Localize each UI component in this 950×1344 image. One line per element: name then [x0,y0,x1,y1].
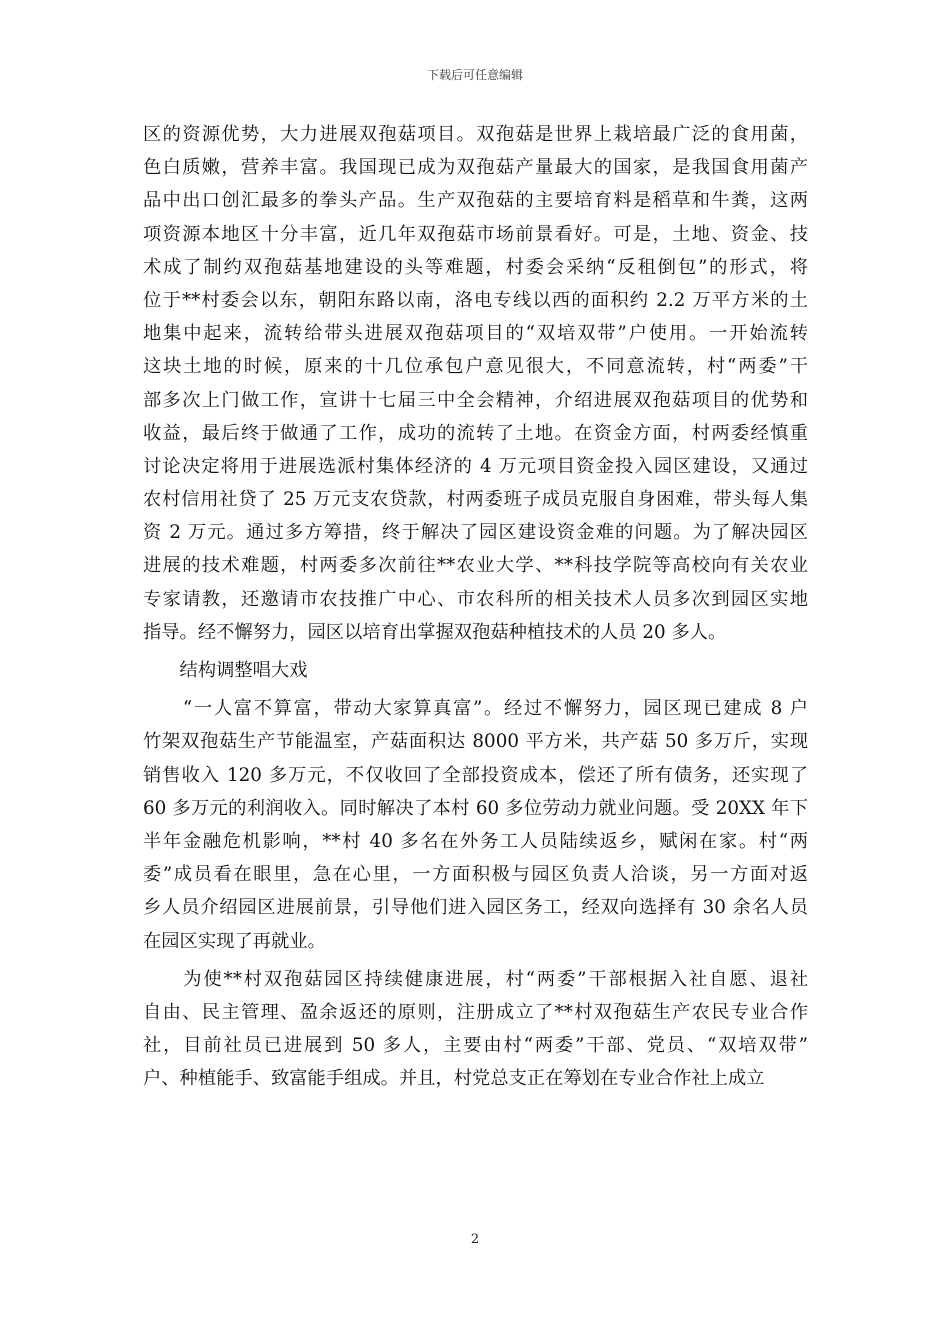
text-line: 资 2 万元。通过多方筹措，终于解决了园区建设资金难的问题。为了解决园区 [143,522,808,544]
text-line: 半年金融危机影响，**村 40 多名在外务工人员陆续返乡，赋闲在家。村“两 [143,830,808,852]
paragraph [143,654,808,687]
text-line: 结构调整唱大戏 [143,660,308,681]
page-number: 2 [470,1232,480,1247]
text-line: 乡人员介绍园区进展前景，引导他们进入园区务工，经双向选择有 30 余名人员 [143,897,808,919]
text-line: “一人富不算富，带动大家算真富”。经过不懈努力，园区现已建成 8 户 [143,698,808,720]
document-body [143,118,808,1095]
paragraph [143,692,808,958]
page-header: 下载后可任意编辑 [426,68,523,82]
text-line: 进展的技术难题，村两委多次前往**农业大学、**科技学院等高校向有关农业 [143,555,808,577]
text-line: 60 多万元的利润收入。同时解决了本村 60 多位劳动力就业问题。受 20XX 年下 [143,797,808,819]
text-line: 收益，最后终于做通了工作，成功的流转了土地。在资金方面，村两委经慎重 [143,422,808,444]
text-line: 户、种植能手、致富能手组成。并且，村党总支正在筹划在专业合作社上成立 [143,1068,765,1090]
text-line: 地集中起来，流转给带头进展双孢菇项目的“双培双带”户使用。一开始流转 [143,323,808,345]
text-line: 专家请教，还邀请市农技推广中心、市农科所的相关技术人员多次到园区实地 [143,588,808,610]
text-line: 为使**村双孢菇园区持续健康进展，村“两委”干部根据入社自愿、退社 [143,968,808,990]
text-line: 指导。经不懈努力，园区以培育出掌握双孢菇种植技术的人员 20 多人。 [143,621,727,643]
text-line: 在园区实现了再就业。 [143,930,326,952]
text-line: 这块土地的时候，原来的十几位承包户意见很大，不同意流转，村“两委”干 [143,356,808,378]
text-line: 色白质嫩，营养丰富。我国现已成为双孢菇产量最大的国家，是我国食用菌产 [143,157,808,179]
text-line: 销售收入 120 多万元，不仅收回了全部投资成本，偿还了所有债务，还实现了 [143,764,808,786]
paragraph [143,118,808,649]
text-line: 讨论决定将用于进展选派村集体经济的 4 万元项目资金投入园区建设，又通过 [143,455,808,477]
text-line: 区的资源优势，大力进展双孢菇项目。双孢菇是世界上栽培最广泛的食用菌， [143,124,808,145]
text-line: 委”成员看在眼里，急在心里，一方面积极与园区负责人洽谈，另一方面对返 [143,864,808,886]
text-line: 品中出口创汇最多的拳头产品。生产双孢菇的主要培育料是稻草和牛粪，这两 [143,190,808,212]
paragraph [143,963,808,1096]
text-line: 术成了制约双孢菇基地建设的头等难题，村委会采纳“反租倒包”的形式，将 [143,256,808,278]
text-line: 自由、民主管理、盈余返还的原则，注册成立了**村双孢菇生产农民专业合作 [143,1001,808,1023]
text-line: 社，目前社员已进展到 50 多人，主要由村“两委”干部、党员、“双培双带” [143,1035,808,1057]
text-line: 项资源本地区十分丰富，近几年双孢菇市场前景看好。可是，土地、资金、技 [143,223,808,245]
text-line: 位于**村委会以东，朝阳东路以南，洛电专线以西的面积约 2.2 万平方米的土 [143,289,808,311]
text-line: 农村信用社贷了 25 万元支农贷款，村两委班子成员克服自身困难，带头每人集 [143,489,808,511]
text-line: 部多次上门做工作，宣讲十七届三中全会精神，介绍进展双孢菇项目的优势和 [143,389,808,411]
text-line: 竹架双孢菇生产节能温室，产菇面积达 8000 平方米，共产菇 50 多万斤，实现 [143,731,808,753]
